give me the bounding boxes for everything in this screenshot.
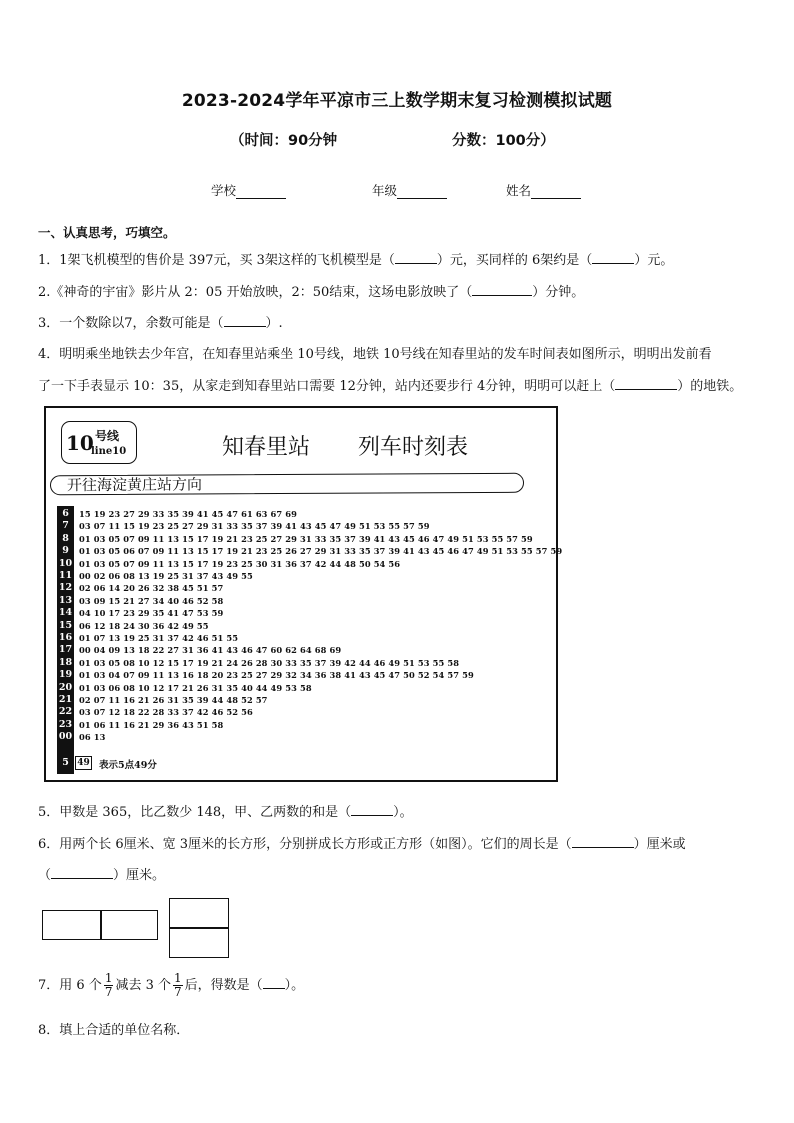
question-6-line-1 — [38, 833, 686, 852]
rectangle-right — [100, 910, 158, 940]
question-5 — [38, 801, 413, 820]
question-8: 8．填上合适的单位名称． — [38, 1023, 190, 1038]
fraction-2-denominator: 7 — [174, 985, 182, 999]
minute-row: 01 03 06 08 10 12 17 21 26 31 35 40 44 49 53 58 — [79, 682, 312, 693]
minute-row: 00 02 06 08 13 19 25 31 37 43 49 55 — [79, 571, 253, 581]
q6-blank-1[interactable] — [572, 837, 634, 848]
fraction-2 — [173, 972, 183, 999]
fraction-1-denominator: 7 — [104, 985, 113, 999]
grade-blank[interactable] — [397, 185, 447, 199]
line-badge — [61, 421, 137, 464]
q7-text-c: 后，得数是（ — [184, 978, 263, 993]
hour-cell: 6 — [62, 508, 69, 519]
question-4-line-1: 4．明明乘坐地铁去少年宫，在知春里站乘坐 10号线，地铁 10号线在知春里站的发车时间表如图所示，明明出发前看 — [38, 347, 712, 362]
exam-score: 分数：100分） — [452, 133, 555, 149]
square-bottom-half — [169, 927, 229, 958]
hour-cell: 14 — [58, 607, 73, 619]
minute-row: 02 07 11 16 21 26 31 35 39 44 48 52 57 — [79, 695, 268, 705]
hour-cell: 17 — [58, 644, 73, 656]
name-label: 姓名 — [506, 183, 532, 198]
minute-row: 06 12 18 24 30 36 42 49 55 — [79, 620, 209, 631]
line-label: 号线 — [95, 429, 120, 443]
fraction-2-numerator: 1 — [174, 971, 182, 985]
hour-cell: 15 — [58, 619, 73, 631]
q4-blank[interactable] — [615, 379, 677, 390]
q1-text-b: ）元，买同样的 6架约是（ — [436, 253, 593, 268]
example-hour-cell — [57, 755, 74, 771]
q6-blank-2[interactable] — [51, 868, 113, 879]
q4-text-a: 了一下手表显示 10：35，从家走到知春里站口需要 12分钟，站内还要步行 4分钟，明明可以赶上（ — [38, 379, 616, 394]
minute-row: 03 07 11 15 19 23 25 27 29 31 33 35 37 39 41 43 45 47 49 51 53 55 57 59 — [79, 521, 430, 532]
fraction-1-numerator: 1 — [104, 971, 113, 985]
minute-row: 02 06 14 20 26 32 38 45 51 57 — [79, 583, 224, 594]
hour-cell: 8 — [62, 532, 69, 544]
hour-cell: 12 — [58, 582, 73, 594]
timetable-title: 列车时刻表 — [358, 435, 469, 460]
line-en-label: line10 — [91, 446, 127, 457]
hour-cell: 9 — [62, 545, 69, 557]
q5-text-a: 5．甲数是 365，比乙数少 148，甲、乙两数的和是（ — [38, 805, 352, 820]
hour-cell: 10 — [58, 557, 73, 569]
grade-label: 年级 — [372, 183, 398, 198]
exam-time: （时间：90分钟 — [230, 133, 338, 149]
q2-text-b: ）分钟。 — [532, 285, 585, 300]
minute-row: 01 03 05 07 09 11 13 15 17 19 23 25 30 31 36 37 42 44 48 50 54 56 — [79, 558, 401, 569]
minute-row: 01 03 04 07 09 11 13 16 18 20 23 25 27 29 32 34 36 38 41 43 45 47 50 52 54 57 59 — [79, 670, 474, 681]
q1-blank-1[interactable] — [395, 253, 437, 264]
section-heading: 一、认真思考，巧填空。 — [38, 225, 176, 240]
timetable — [44, 406, 563, 782]
minute-row: 01 03 05 08 10 12 15 17 19 21 24 26 28 30 33 35 37 39 42 44 46 49 51 53 55 58 — [79, 657, 460, 668]
question-6-line-2 — [38, 864, 165, 883]
direction-text: 开往海淀黄庄站方向 — [66, 475, 203, 495]
q4-text-b: ）的地铁。 — [677, 379, 743, 394]
fraction-1 — [104, 972, 114, 999]
hour-column — [57, 506, 74, 774]
square-top-half — [169, 898, 229, 929]
q2-blank[interactable] — [472, 285, 532, 296]
minute-row: 04 10 17 23 29 35 41 47 53 59 — [79, 608, 224, 619]
hour-cell: 7 — [62, 520, 69, 532]
question-3 — [38, 312, 283, 331]
station-name: 知春里站 — [222, 435, 311, 460]
minute-row: 15 19 23 27 29 33 35 39 41 45 47 61 63 67 69 — [79, 509, 298, 519]
minute-row: 03 09 15 21 27 34 40 46 52 58 — [79, 595, 224, 606]
school-blank[interactable] — [236, 185, 286, 199]
name-blank[interactable] — [531, 185, 581, 199]
question-1 — [38, 249, 673, 268]
q6-text-d: ）厘米。 — [113, 868, 166, 883]
example-hour: 5 — [62, 757, 69, 768]
hour-cell: 22 — [58, 706, 73, 718]
minute-row: 00 04 09 13 18 22 27 31 36 41 43 46 47 60 62 64 68 69 — [79, 645, 342, 656]
minute-row: 01 07 13 19 25 31 37 42 46 51 55 — [79, 633, 239, 643]
q7-blank[interactable] — [263, 978, 285, 989]
hour-cell: 11 — [58, 570, 73, 581]
q7-text-d: ）。 — [284, 978, 305, 993]
hour-cell: 00 — [58, 731, 73, 743]
school-field — [211, 181, 286, 199]
q2-text-a: 2.《神奇的宇宙》影片从 2：05 开始放映，2：50结束，这场电影放映了（ — [38, 285, 473, 300]
hour-cell: 23 — [58, 718, 73, 730]
minute-row: 01 06 11 16 21 29 36 43 51 58 — [79, 719, 224, 730]
hour-cell: 16 — [58, 632, 73, 643]
grade-field — [372, 181, 447, 199]
rectangle-left — [42, 910, 102, 940]
page-title: 2023-2024学年平凉市三上数学期末复习检测模拟试题 — [181, 91, 613, 111]
q3-text-b: ）. — [265, 316, 283, 331]
q6-text-c: （ — [38, 868, 52, 883]
q1-text-a: 1．1架飞机模型的售价是 397元，买 3架这样的飞机模型是（ — [38, 253, 395, 268]
hour-cell: 20 — [58, 681, 73, 693]
question-2 — [38, 281, 584, 300]
minute-row: 01 03 05 07 09 11 13 15 17 19 21 23 25 27 29 31 33 35 37 39 41 43 45 46 47 49 51 53 55 57 59 — [79, 533, 533, 544]
q6-text-b: ）厘米或 — [633, 837, 686, 852]
q7-text-a: 7．用 6 个 — [38, 978, 102, 993]
q3-blank[interactable] — [224, 316, 266, 327]
minute-row: 06 13 — [79, 732, 106, 743]
question-4-line-2 — [38, 375, 742, 394]
hour-cell: 13 — [58, 594, 73, 606]
direction-bar — [50, 473, 524, 495]
hour-cell: 19 — [58, 669, 73, 681]
q3-text-a: 3．一个数除以7，余数可能是（ — [38, 316, 224, 331]
q7-text-b: 减去 3 个 — [115, 978, 171, 993]
hour-cell: 21 — [58, 694, 73, 705]
line-number: 10 — [66, 431, 94, 455]
q5-text-b: ）。 — [393, 805, 413, 820]
example-note: 表示5点49分 — [99, 760, 157, 771]
question-7 — [38, 972, 304, 1000]
name-field — [506, 181, 581, 199]
q6-text-a: 6．用两个长 6厘米、宽 3厘米的长方形，分别拼成长方形或正方形（如图）。它们的周长是（ — [38, 837, 572, 852]
q1-text-c: ）元。 — [634, 253, 674, 268]
minute-row: 03 07 12 18 22 28 33 37 42 46 52 56 — [79, 707, 253, 718]
q1-blank-2[interactable] — [592, 253, 634, 264]
q5-blank[interactable] — [351, 805, 393, 816]
minute-row: 01 03 05 06 07 09 11 13 15 17 19 21 23 25 26 27 29 31 33 35 37 39 41 43 45 46 47 49 51 53 55 57 59 — [79, 546, 563, 557]
example-minute: 49 — [75, 756, 92, 770]
hour-cell: 18 — [58, 656, 73, 668]
school-label: 学校 — [211, 183, 237, 198]
